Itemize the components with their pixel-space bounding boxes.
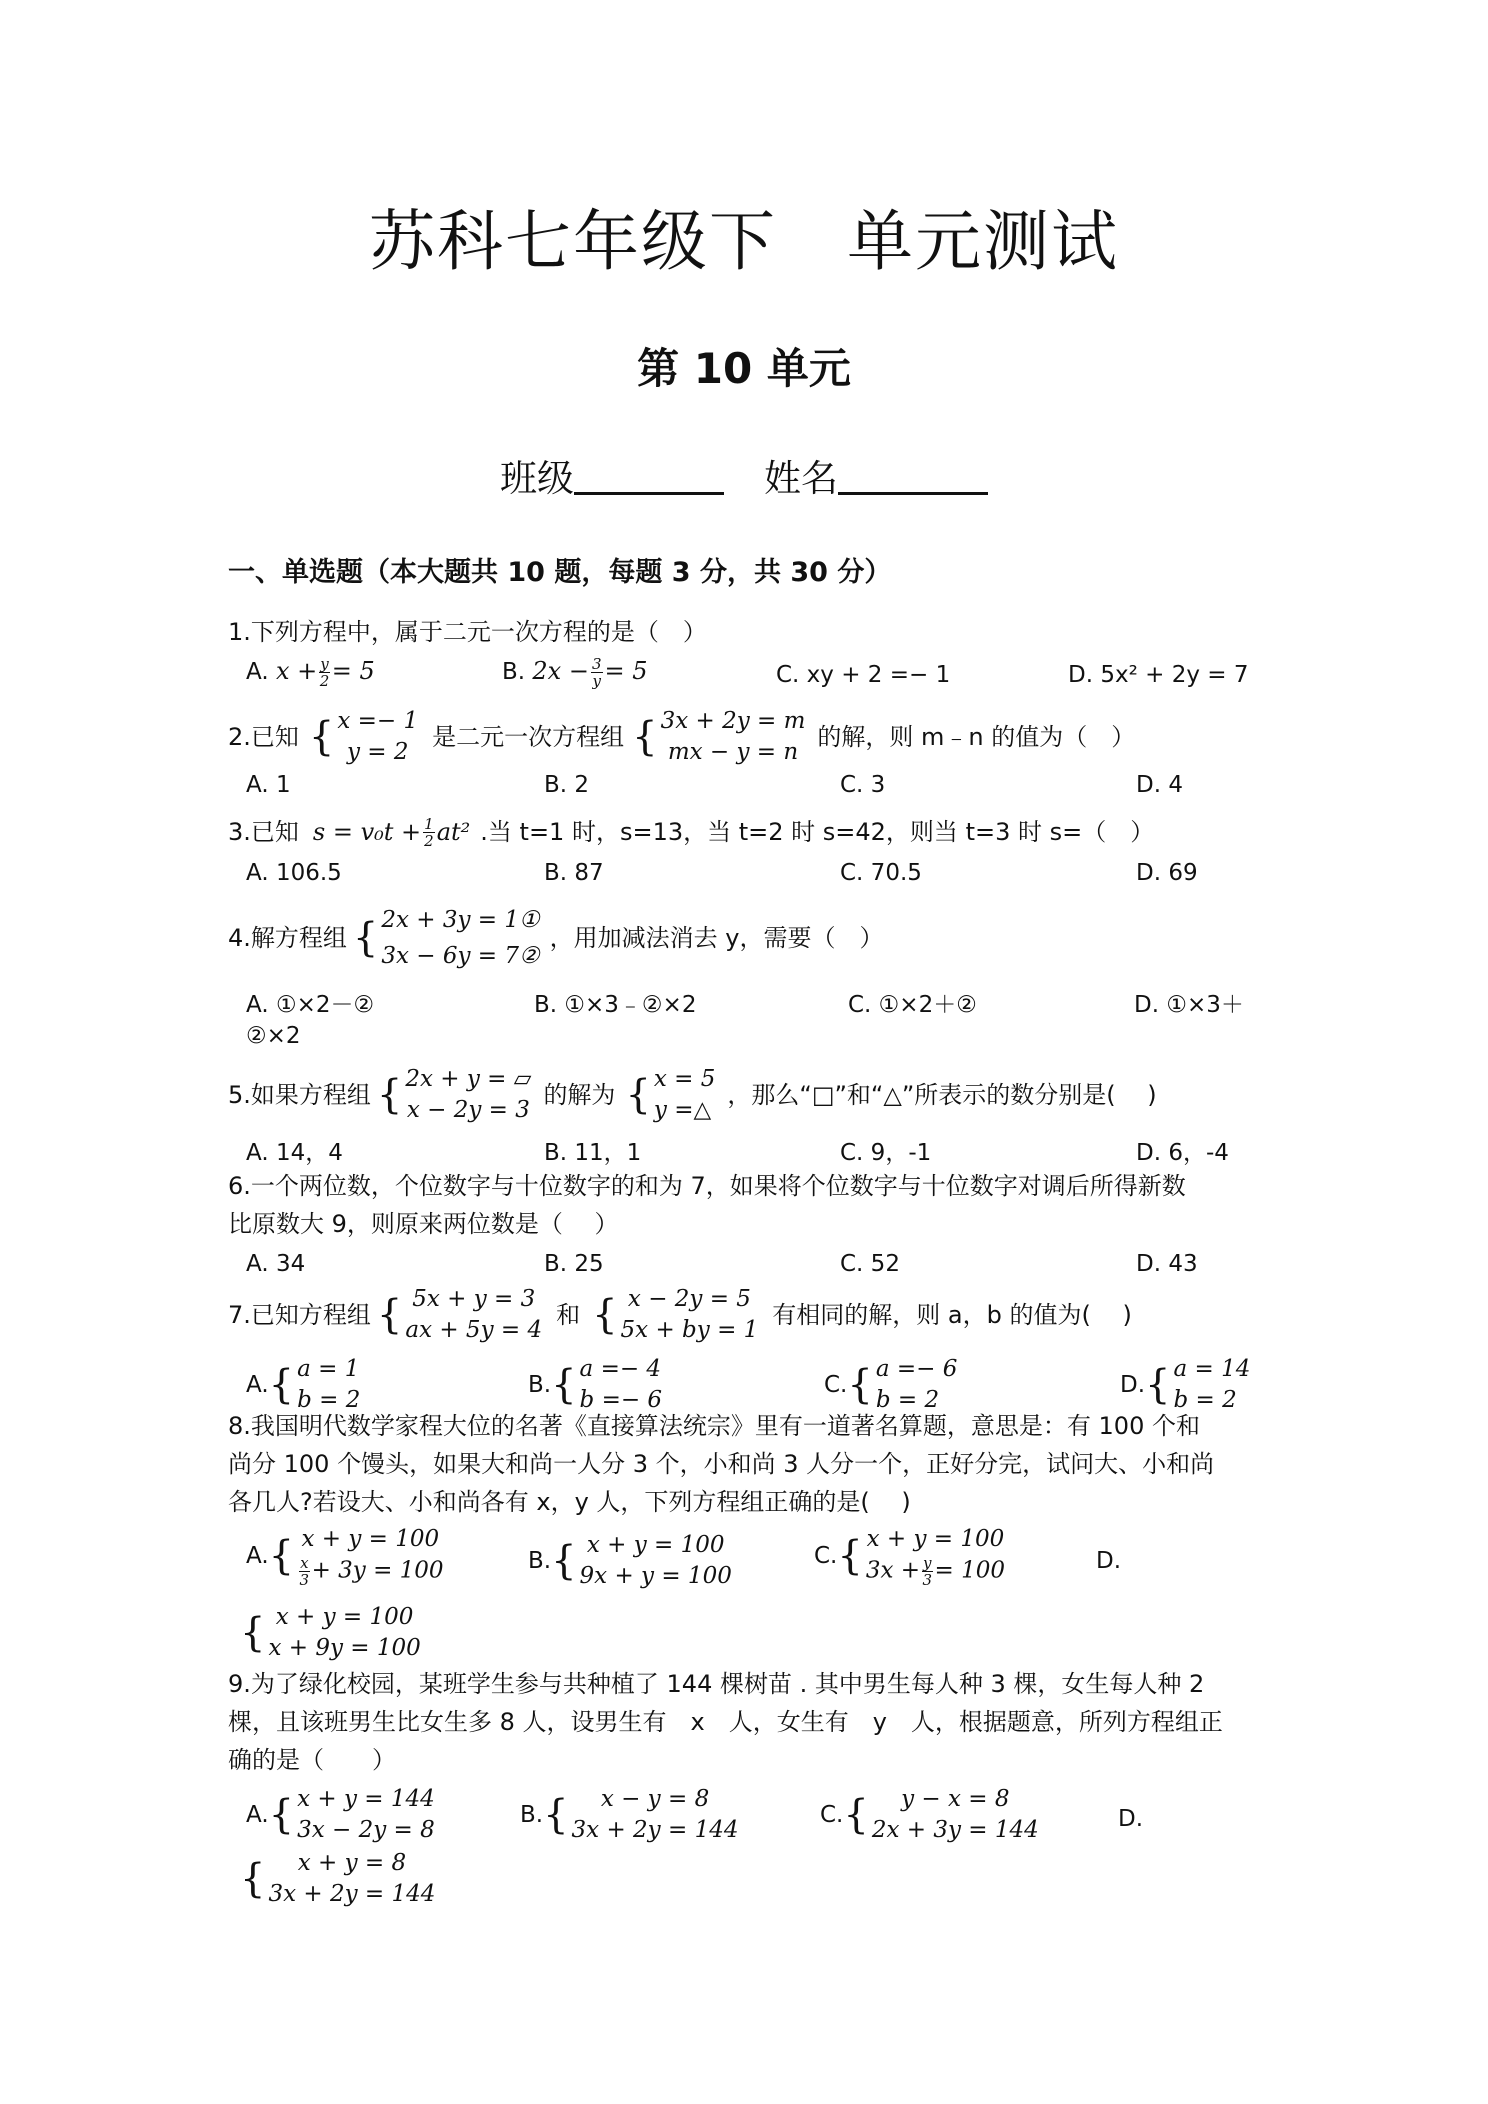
fraction: $\frac{x}{3}$ bbox=[299, 1554, 310, 1589]
q8-option-b: B. { x + y = 100 9x + y = 100 bbox=[528, 1530, 732, 1592]
q4-option-b: B. ①×3﹣②×2 bbox=[534, 992, 697, 1018]
q4-option-d: D. ①×3＋ bbox=[1134, 992, 1244, 1018]
equation-system: { x + y = 8 3x + 2y = 144 bbox=[240, 1850, 436, 1907]
equation-system: { a = 14 b = 2 bbox=[1145, 1356, 1251, 1413]
q8-option-d bbox=[240, 1602, 421, 1664]
q6-option-d: D. 43 bbox=[1136, 1251, 1198, 1277]
title-left: 苏科七年级下 bbox=[369, 203, 777, 280]
q9-option-c: C. { y − x = 8 2x + 3y = 144 bbox=[820, 1784, 1039, 1846]
equation-system: { 2x + 3y = 1① 3x − 6y = 7② bbox=[352, 907, 540, 969]
equation-system: { 2x + y = ▱ x − 2y = 3 bbox=[376, 1066, 532, 1123]
section-heading: 一、单选题（本大题共 10 题，每题 3 分，共 30 分） bbox=[228, 557, 892, 588]
q6-option-c: C. 52 bbox=[840, 1251, 900, 1277]
q2-option-a: A. 1 bbox=[246, 772, 291, 798]
page-title bbox=[0, 188, 1488, 283]
question-6-line-1: 6.一个两位数，个位数字与十位数字的和为 7，如果将个位数字与十位数字对调后所得新数 bbox=[228, 1172, 1186, 1200]
equation-system: { a = 1 b = 2 bbox=[268, 1356, 361, 1413]
fraction: $\frac{y}{2}$ bbox=[319, 655, 330, 690]
name-label: 姓名 bbox=[764, 457, 838, 500]
q4-option-c: C. ①×2＋② bbox=[848, 992, 977, 1018]
title-right: 单元测试 bbox=[847, 203, 1119, 280]
q8-option-a: A. { x + y = 100 $\frac{x}{3}$ + 3y = 100 bbox=[246, 1526, 444, 1589]
equation-system: { x − 2y = 5 5x + by = 1 bbox=[592, 1286, 759, 1343]
q5-option-d: D. 6，-4 bbox=[1136, 1140, 1229, 1166]
q2-option-b: B. 2 bbox=[544, 772, 590, 798]
q3-option-b: B. 87 bbox=[544, 860, 604, 886]
question-9-line-3: 确的是（ ） bbox=[228, 1746, 396, 1774]
question-5-stem: 5.如果方程组 { 2x + y = ▱ x − 2y = 3 的解为 { x = 5 y =△ ，那么“□”和“△”所表示的数分别是( ) bbox=[228, 1064, 1157, 1126]
fraction: $\frac{1}{2}$ bbox=[424, 814, 434, 850]
q5-option-b: B. 11，1 bbox=[544, 1140, 642, 1166]
q7-option-d: D. { a = 14 b = 2 bbox=[1120, 1354, 1250, 1416]
q6-option-a: A. 34 bbox=[246, 1251, 306, 1277]
equation-system: { 3x + 2y = m mx − y = n bbox=[632, 708, 806, 765]
q3-option-d: D. 69 bbox=[1136, 860, 1198, 886]
question-2-stem: 2.已知 { x =− 1 y = 2 是二元一次方程组 { 3x + 2y = m mx − y = n 的解，则 m﹣n 的值为（ ） bbox=[228, 706, 1135, 768]
q2-option-d: D. 4 bbox=[1136, 772, 1183, 798]
q5-option-c: C. 9，-1 bbox=[840, 1140, 932, 1166]
equation-system: { a =− 6 b = 2 bbox=[847, 1356, 958, 1413]
q1-option-d: D. 5x² + 2y = 7 bbox=[1068, 662, 1249, 688]
question-6-line-2: 比原数大 9，则原来两位数是（ ） bbox=[228, 1210, 619, 1238]
question-8-line-2: 尚分 100 个馒头，如果大和尚一人分 3 个，小和尚 3 人分一个，正好分完，试问大、小和尚 bbox=[228, 1450, 1215, 1478]
question-3-stem: 3.已知 s = v₀t + $\frac{1}{2}$ at² .当 t=1 时，s=13，当 t=2 时 s=42，则当 t=3 时 s=（ ） bbox=[228, 814, 1155, 850]
q4-option-a: A. ①×2－② bbox=[246, 992, 375, 1018]
equation-system: { x + y = 100 $\frac{x}{3}$ + 3y = 100 bbox=[268, 1526, 444, 1589]
q9-option-d-label: D. bbox=[1118, 1806, 1144, 1832]
q6-option-b: B. 25 bbox=[544, 1251, 604, 1277]
q7-option-a: A. { a = 1 b = 2 bbox=[246, 1354, 360, 1416]
question-4-stem: 4.解方程组 { 2x + 3y = 1① 3x − 6y = 7② ，用加减法消去 y，需要（ ） bbox=[228, 902, 883, 974]
q1-option-b: B. 2x − $\frac{3}{y}$ = 5 bbox=[502, 655, 648, 690]
class-blank bbox=[574, 458, 724, 495]
equation-system: { x − y = 8 3x + 2y = 144 bbox=[543, 1786, 739, 1843]
q8-option-c: C. { x + y = 100 3x + $\frac{y}{3}$ = 100 bbox=[814, 1526, 1005, 1589]
class-label: 班级 bbox=[500, 457, 574, 500]
q9-option-b: B. { x − y = 8 3x + 2y = 144 bbox=[520, 1784, 738, 1846]
equation-system: { x + y = 144 3x − 2y = 8 bbox=[268, 1786, 435, 1843]
question-1-stem: 1.下列方程中，属于二元一次方程的是（ ） bbox=[228, 618, 707, 646]
question-8-line-3: 各几人?若设大、小和尚各有 x，y 人，下列方程组正确的是( ) bbox=[228, 1488, 911, 1516]
equation-system: { x + y = 100 3x + $\frac{y}{3}$ = 100 bbox=[837, 1526, 1005, 1589]
q5-option-a: A. 14，4 bbox=[246, 1140, 343, 1166]
student-info-line bbox=[0, 448, 1488, 502]
question-9-line-2: 棵，且该班男生比女生多 8 人，设男生有 x 人，女生有 y 人，根据题意，所列方程组正 bbox=[228, 1708, 1223, 1736]
equation-system: { x = 5 y =△ bbox=[625, 1066, 716, 1123]
q3-option-c: C. 70.5 bbox=[840, 860, 922, 886]
q3-option-a: A. 106.5 bbox=[246, 860, 342, 886]
equation-system: { x + y = 100 9x + y = 100 bbox=[551, 1532, 732, 1589]
q1-option-a: A. x + $\frac{y}{2}$ = 5 bbox=[246, 655, 375, 690]
fraction: $\frac{y}{3}$ bbox=[922, 1554, 933, 1589]
equation-system: { x =− 1 y = 2 bbox=[308, 708, 419, 765]
q1-option-c: C. xy + 2 =− 1 bbox=[776, 662, 951, 688]
equation-system: { x + y = 100 x + 9y = 100 bbox=[240, 1604, 421, 1661]
question-7-stem: 7.已知方程组 { 5x + y = 3 ax + 5y = 4 和 { x − 2y = 5 5x + by = 1 有相同的解，则 a，b 的值为( ) bbox=[228, 1284, 1132, 1346]
question-9-line-1: 9.为了绿化校园，某班学生参与共种植了 144 棵树苗 . 其中男生每人种 3 棵，女生每人种 2 bbox=[228, 1670, 1205, 1698]
equation-system: { y − x = 8 2x + 3y = 144 bbox=[843, 1786, 1039, 1843]
q7-option-b: B. { a =− 4 b =− 6 bbox=[528, 1354, 662, 1416]
equation-system: { 5x + y = 3 ax + 5y = 4 bbox=[376, 1286, 543, 1343]
q9-option-a: A. { x + y = 144 3x − 2y = 8 bbox=[246, 1784, 435, 1846]
q7-option-c: C. { a =− 6 b = 2 bbox=[824, 1354, 957, 1416]
unit-subtitle: 第 10 单元 bbox=[637, 344, 851, 393]
q4-option-d-continued: ②×2 bbox=[246, 1023, 301, 1049]
q2-option-c: C. 3 bbox=[840, 772, 886, 798]
q9-option-d bbox=[240, 1848, 435, 1910]
fraction: $\frac{3}{y}$ bbox=[591, 655, 602, 690]
equation-system: { a =− 4 b =− 6 bbox=[551, 1356, 663, 1413]
q8-option-d-label: D. bbox=[1096, 1548, 1122, 1574]
question-8-line-1: 8.我国明代数学家程大位的名著《直接算法统宗》里有一道著名算题，意思是：有 100 个和 bbox=[228, 1412, 1200, 1440]
name-blank bbox=[838, 458, 988, 495]
